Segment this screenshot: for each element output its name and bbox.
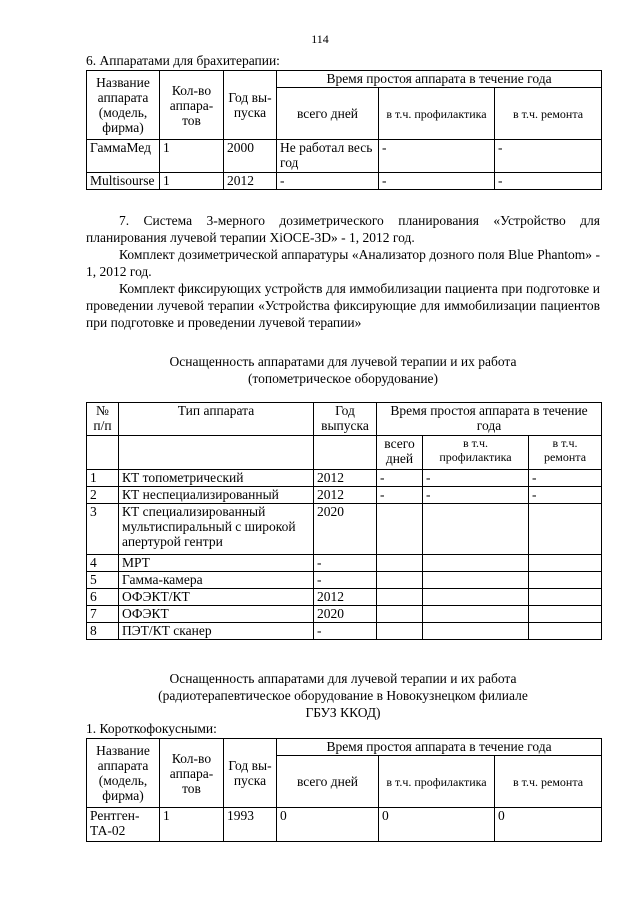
table-row (87, 140, 602, 173)
section2-title-line2: (топометрическое оборудование) (247, 371, 439, 386)
cell-repair: - (495, 173, 602, 190)
cell-year: 2000 (224, 140, 277, 173)
header-days: всего дней (277, 88, 379, 140)
cell-prophylaxis: - (423, 487, 529, 504)
cell-prophylaxis (423, 606, 529, 623)
cell-days: Не работал весь год (277, 140, 379, 173)
section3-title-line3: ГБУЗ ККОД) (305, 705, 381, 720)
header-downtime: Время простоя аппарата в течение года (277, 71, 602, 88)
cell-year: 2012 (314, 470, 377, 487)
cell-prophylaxis (423, 555, 529, 572)
cell-repair: - (495, 140, 602, 173)
cell-repair (529, 589, 602, 606)
paragraph-planning-system: 7. Система 3-мерного дозиметрического планирования «Устройство для планирования лучевой терапии XiOCE-3D» - 1, 2012 год. (86, 213, 600, 245)
header-year: Год выпуска (314, 403, 377, 436)
cell-days: 0 (277, 808, 379, 842)
header-count: Кол-во аппара-тов (160, 739, 224, 808)
cell-repair (529, 504, 602, 555)
cell-days (377, 555, 423, 572)
cell-name: Multisourse (87, 173, 160, 190)
cell-type: Гамма-камера (119, 572, 314, 589)
cell-days: - (377, 470, 423, 487)
header-repair: в т.ч. ремонта (529, 436, 602, 470)
cell-prophylaxis (423, 623, 529, 640)
cell-year: 2012 (314, 487, 377, 504)
header-type: Тип аппарата (119, 403, 314, 436)
section3-title-line1: Оснащенность аппаратами для лучевой терапии и их работа (169, 671, 517, 686)
section3-caption: 1. Короткофокусными: (86, 721, 217, 736)
table-row (87, 487, 602, 504)
cell-year: 1993 (224, 808, 277, 842)
cell-year: 2020 (314, 504, 377, 555)
cell-num: 5 (87, 572, 119, 589)
cell-year: 2020 (314, 606, 377, 623)
header-name: Название аппарата (модель, фирма) (87, 739, 160, 808)
cell-repair (529, 623, 602, 640)
header-repair: в т.ч. ремонта (495, 88, 602, 140)
cell-year: - (314, 572, 377, 589)
cell-count: 1 (160, 173, 224, 190)
cell-type: ПЭТ/КТ сканер (119, 623, 314, 640)
header-empty (314, 436, 377, 470)
cell-prophylaxis (423, 572, 529, 589)
header-year: Год вы-пуска (224, 739, 277, 808)
cell-count: 1 (160, 140, 224, 173)
table-row (87, 808, 602, 842)
header-days: всего дней (377, 436, 423, 470)
short-focus-table (86, 738, 602, 842)
header-prophylaxis: в т.ч. профилактика (379, 88, 495, 140)
cell-year: - (314, 623, 377, 640)
cell-type: КТ неспециализированный (119, 487, 314, 504)
cell-repair: - (529, 470, 602, 487)
header-prophylaxis: в т.ч. профилактика (379, 756, 495, 808)
cell-days (377, 504, 423, 555)
cell-days (377, 606, 423, 623)
cell-type: КТ топометрический (119, 470, 314, 487)
cell-repair (529, 606, 602, 623)
cell-days: - (377, 487, 423, 504)
cell-num: 1 (87, 470, 119, 487)
header-empty (119, 436, 314, 470)
cell-num: 3 (87, 504, 119, 555)
section3-title-line2: (радиотерапевтическое оборудование в Новокузнецком филиале (158, 688, 528, 703)
cell-prophylaxis: - (379, 140, 495, 173)
header-year: Год вы-пуска (224, 71, 277, 140)
cell-prophylaxis (423, 504, 529, 555)
header-downtime: Время простоя аппарата в течение года (277, 739, 602, 756)
cell-num: 8 (87, 623, 119, 640)
header-downtime: Время простоя аппарата в течение года (377, 403, 602, 436)
cell-days (377, 572, 423, 589)
paragraph-fixation-kit: Комплект фиксирующих устройств для иммобилизации пациента при подготовке и проведении лучевой терапии «Устройства фиксирующие для иммобилизации пациентов при подготовке и проведении лучевой терапии» (86, 281, 600, 330)
cell-prophylaxis: - (423, 470, 529, 487)
section2-title-line1: Оснащенность аппаратами для лучевой терапии и их работа (169, 354, 517, 369)
cell-name: Рентген-ТА-02 (87, 808, 160, 842)
cell-type: ОФЭКТ (119, 606, 314, 623)
cell-num: 4 (87, 555, 119, 572)
header-days: всего дней (277, 756, 379, 808)
cell-repair: - (529, 487, 602, 504)
table-row (87, 589, 602, 606)
cell-year: - (314, 555, 377, 572)
cell-num: 7 (87, 606, 119, 623)
cell-year: 2012 (224, 173, 277, 190)
cell-repair (529, 555, 602, 572)
section1-caption: 6. Аппаратами для брахитерапии: (86, 53, 280, 68)
header-count: Кол-во аппара-тов (160, 71, 224, 140)
header-repair: в т.ч. ремонта (495, 756, 602, 808)
cell-prophylaxis (423, 589, 529, 606)
table-row (87, 504, 602, 555)
table-row (87, 470, 602, 487)
page-number: 114 (311, 32, 329, 46)
table-row (87, 555, 602, 572)
cell-type: ОФЭКТ/КТ (119, 589, 314, 606)
table-row (87, 606, 602, 623)
cell-prophylaxis: 0 (379, 808, 495, 842)
cell-days (377, 589, 423, 606)
header-name: Название аппарата (модель, фирма) (87, 71, 160, 140)
cell-num: 6 (87, 589, 119, 606)
cell-days (377, 623, 423, 640)
brachytherapy-table (86, 70, 602, 190)
cell-num: 2 (87, 487, 119, 504)
cell-year: 2012 (314, 589, 377, 606)
header-num: № п/п (87, 403, 119, 436)
cell-type: МРТ (119, 555, 314, 572)
cell-count: 1 (160, 808, 224, 842)
header-prophylaxis: в т.ч. профилактика (423, 436, 529, 470)
table-row (87, 572, 602, 589)
cell-name: ГаммаМед (87, 140, 160, 173)
cell-days: - (277, 173, 379, 190)
cell-prophylaxis: - (379, 173, 495, 190)
paragraph-dosimetry-kit: Комплект дозиметрической аппаратуры «Анализатор дозного поля Blue Phantom» - 1, 2012 год. (86, 247, 600, 279)
table-row (87, 173, 602, 190)
topometric-table (86, 402, 602, 640)
cell-repair: 0 (495, 808, 602, 842)
table-row (87, 623, 602, 640)
header-empty (87, 436, 119, 470)
cell-type: КТ специализированный мультиспиральный с широкой апертурой гентри (119, 504, 314, 555)
cell-repair (529, 572, 602, 589)
